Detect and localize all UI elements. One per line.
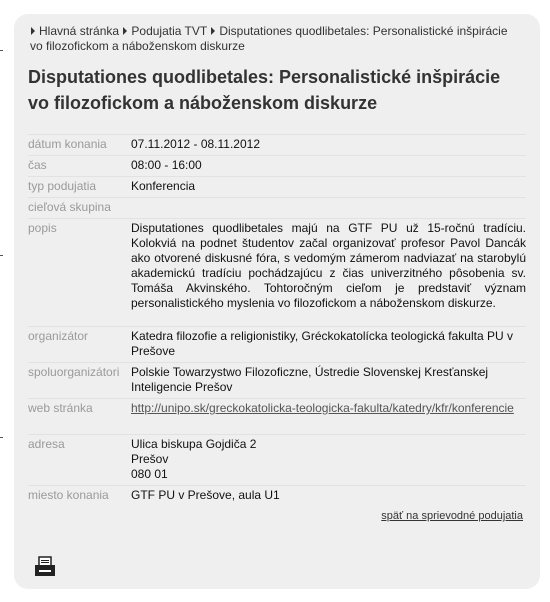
detail-value xyxy=(131,435,526,485)
detail-value: Konferencia xyxy=(131,179,196,193)
detail-row-venue xyxy=(28,485,526,506)
detail-value: 08:00 - 16:00 xyxy=(131,158,202,172)
detail-label: spoluorganizátori xyxy=(28,365,120,379)
edge-mark xyxy=(0,50,3,51)
breadcrumb-arrow-icon xyxy=(31,27,35,35)
edge-mark xyxy=(0,437,3,438)
address-street: Ulica biskupa Gojdiča 2 xyxy=(131,437,257,451)
detail-row-coorganizers xyxy=(28,362,526,398)
breadcrumb-arrow-icon xyxy=(123,27,127,35)
detail-value xyxy=(131,399,526,434)
breadcrumb-events-link[interactable]: Podujatia TVT xyxy=(131,24,207,38)
detail-value: GTF PU v Prešove, aula U1 xyxy=(131,488,280,502)
detail-row-address xyxy=(28,434,526,485)
detail-value: Katedra filozofie a religionistiky, Gréckokatolícka teologická fakulta PU v Prešove xyxy=(131,329,513,358)
edge-mark xyxy=(0,255,3,256)
detail-label: cieľová skupina xyxy=(28,200,111,214)
detail-row-type xyxy=(28,176,526,197)
event-details xyxy=(28,134,526,506)
detail-row-website xyxy=(28,398,526,434)
website-link[interactable]: http://unipo.sk/greckokatolicka-teologicka-fakulta/katedry/kfr/konferencie xyxy=(131,401,514,415)
detail-row-audience xyxy=(28,197,526,218)
detail-label: popis xyxy=(28,221,57,235)
detail-label: organizátor xyxy=(28,329,89,343)
page-title: Disputationes quodlibetales: Personalistické inšpirácie vo filozofickom a náboženskom diskurze xyxy=(28,67,501,113)
detail-row-organizer xyxy=(28,326,526,362)
detail-value xyxy=(131,198,526,218)
detail-value: Disputationes quodlibetales majú na GTF PU už 15-ročnú tradíciu. Kolokviá na podnet študentov začal organizovať profesor Pavol Dancák ako otvorené diskusné fóra, s vedomým zámerom nadviazať na starobylú akademickú tradíciu pochádzajúcu z čias univerzitného pôsobenia sv. Tomáša Akvinského. Tohtoročným cieľom je predstaviť význam personalistického myslenia vo filozofickom a náboženskom diskurze. xyxy=(131,221,526,310)
detail-label: dátum konania xyxy=(28,137,107,151)
event-card xyxy=(14,14,540,589)
detail-label: čas xyxy=(28,158,47,172)
detail-row-date xyxy=(28,134,526,155)
breadcrumb-current: Disputationes quodlibetales: Personalistické inšpirácie vo filozofickom a náboženskom diskurze xyxy=(30,24,508,53)
print-icon xyxy=(34,556,56,578)
detail-row-description xyxy=(28,218,526,326)
breadcrumb-home-link[interactable]: Hlavná stránka xyxy=(39,24,120,38)
breadcrumb-arrow-icon xyxy=(211,27,215,35)
back-to-events-link[interactable]: späť na sprievodné podujatia xyxy=(381,510,523,522)
print-button[interactable] xyxy=(34,556,56,578)
address-city: Prešov xyxy=(131,452,169,466)
address-zip: 080 01 xyxy=(131,467,168,481)
detail-label: adresa xyxy=(28,437,65,451)
detail-value: 07.11.2012 - 08.11.2012 xyxy=(131,137,260,151)
detail-label: typ podujatia xyxy=(28,179,97,193)
breadcrumb xyxy=(30,24,520,54)
detail-row-time xyxy=(28,155,526,176)
detail-value: Polskie Towarzystwo Filozoficzne, Ústredie Slovenskej Kresťanskej Inteligencie Prešov xyxy=(131,365,489,394)
detail-label: miesto konania xyxy=(28,488,109,502)
detail-label: web stránka xyxy=(28,401,93,415)
